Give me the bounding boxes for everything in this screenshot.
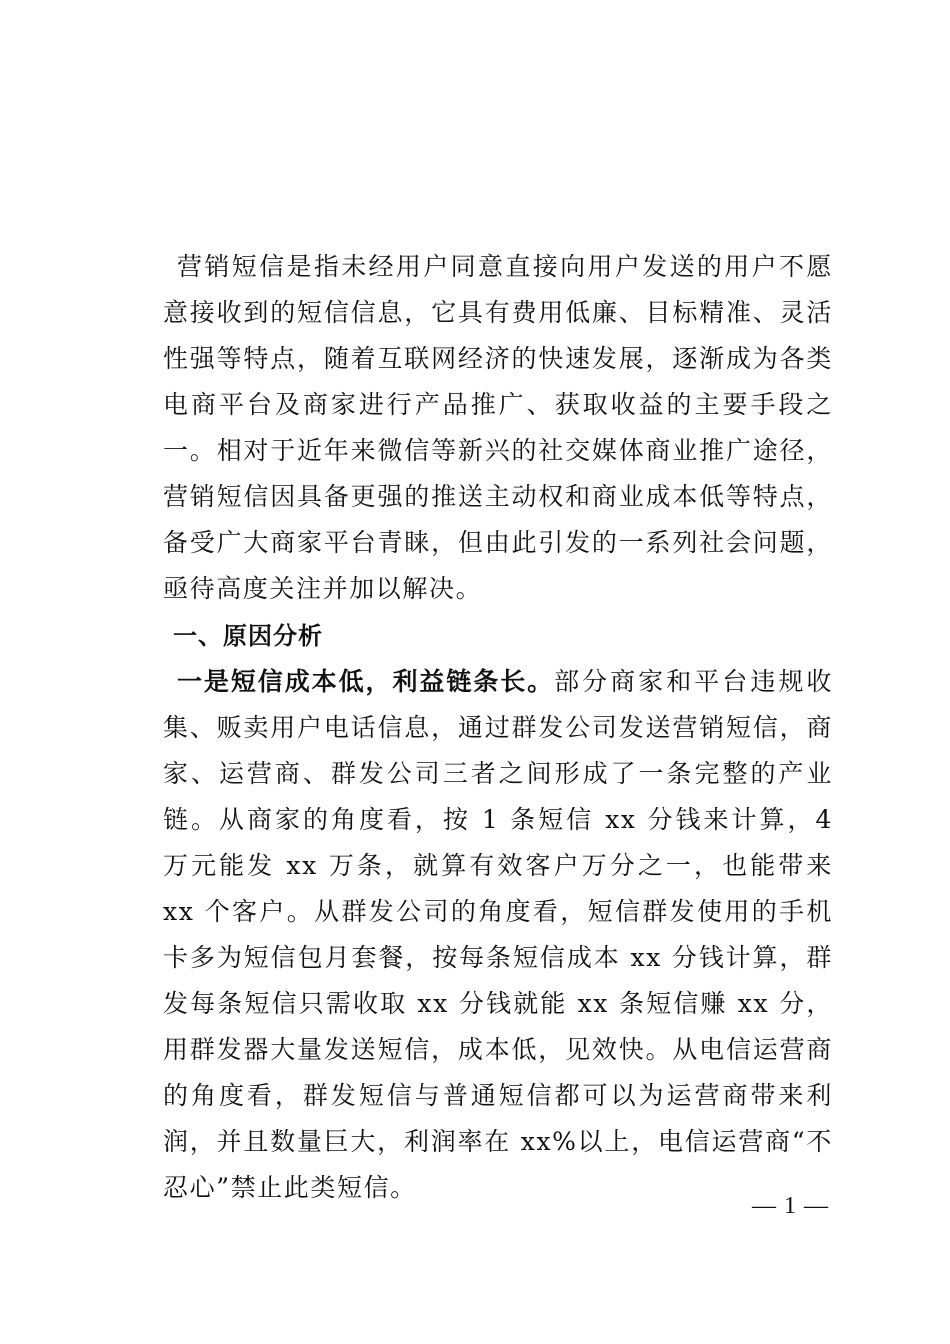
section-heading-cause-analysis: 一、原因分析 bbox=[173, 622, 323, 650]
cause-paragraph-1 bbox=[163, 659, 833, 1211]
paragraph-lead-sentence: 一是短信成本低，利益链条长。 bbox=[177, 667, 555, 696]
intro-paragraph: 营销短信是指未经用户同意直接向用户发送的用户不愿意接收到的短信信息，它具有费用低廉、目标精准、灵活性强等特点，随着互联网经济的快速发展，逐渐成为各类电商平台及商家进行产品推广、获取收益的主要手段之一。相对于近年来微信等新兴的社交媒体商业推广途径，营销短信因具备更强的推送主动权和商业成本低等特点，备受广大商家平台青睐，但由此引发的一系列社会问题，亟待高度关注并加以解决。 bbox=[163, 252, 833, 603]
page-number: — 1 — bbox=[752, 1193, 829, 1219]
paragraph-body-text: 部分商家和平台违规收集、贩卖用户电话信息，通过群发公司发送营销短信，商家、运营商、群发公司三者之间形成了一条完整的产业链。从商家的角度看，按 1 条短信 xx 分钱来计算，4 万元能发 xx 万条，就算有效客户万分之一，也能带来 xx 个客户。从群发公司的角度看，短信群发使用的手机卡多为短信包月套餐，按每条短信成本 xx 分钱计算，群发每条短信只需收取 xx 分钱就能 xx 条短信赚 xx 分，用群发器大量发送短信，成本低，见效快。从电信运营商的角度看，群发短信与普通短信都可以为运营商带来利润，并且数量巨大，利润率在 xx%以上，电信运营商“不忍心”禁止此类短信。 bbox=[163, 667, 833, 1202]
